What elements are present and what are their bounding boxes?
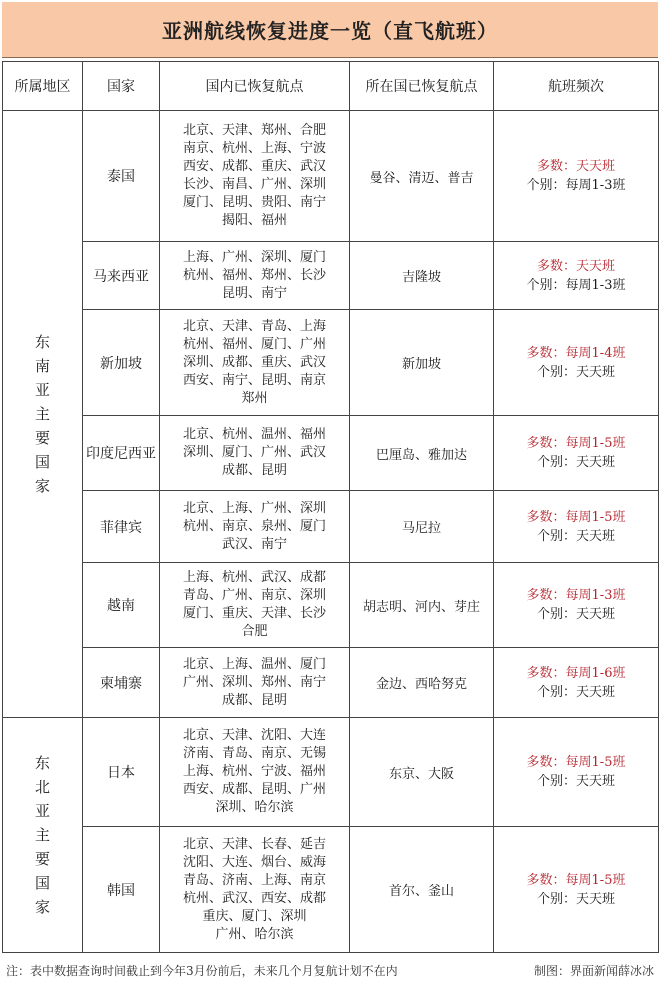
table-row (3, 416, 659, 491)
domestic-cities-line: 沈阳、大连、烟台、威海 (182, 854, 326, 870)
frequency-cell (494, 491, 659, 563)
region-char: 国 (34, 453, 50, 471)
domestic-cities-line: 上海、杭州、宁波、福州 (182, 764, 326, 779)
frequency-majority: 多数：每周1-5班 (526, 755, 626, 770)
domestic-cities-cell (160, 310, 350, 416)
abroad-cities-cell: 东京、大阪 (350, 718, 494, 827)
region-char: 东 (34, 754, 50, 772)
header-frequency: 航班频次 (494, 62, 659, 111)
frequency-majority: 多数：每周1-4班 (526, 345, 626, 361)
domestic-cities-cell (160, 111, 350, 242)
frequency-majority: 多数：每周1-6班 (526, 665, 626, 681)
country-cell: 越南 (83, 563, 160, 648)
domestic-cities-line: 成都、昆明 (221, 692, 287, 708)
domestic-cities-line: 武汉、南宁 (221, 536, 287, 552)
table-header-row (3, 62, 659, 111)
domestic-cities-line: 青岛、广州、南京、深圳 (182, 588, 326, 603)
domestic-cities-line: 济南、青岛、南京、无锡 (182, 746, 326, 761)
footer-note: 注：表中数据查询时间截止到今年3月份前后，未来几个月复航计划不在内 (6, 963, 398, 978)
abroad-cities-cell: 新加坡 (350, 310, 494, 416)
frequency-minority: 个别：天天班 (536, 455, 615, 470)
domestic-cities-cell (160, 242, 350, 310)
frequency-cell (494, 242, 659, 310)
country-cell: 菲律宾 (83, 491, 160, 563)
domestic-cities-cell (160, 827, 350, 953)
domestic-cities-line: 北京、天津、沈阳、大连 (182, 728, 326, 743)
region-cell (3, 111, 83, 718)
frequency-cell (494, 648, 659, 718)
abroad-cities-cell: 吉隆坡 (350, 242, 494, 310)
frequency-minority: 个别：每周1-3班 (526, 277, 626, 293)
frequency-majority: 多数：天天班 (536, 159, 615, 174)
frequency-minority: 个别：天天班 (536, 774, 615, 789)
abroad-cities-cell: 曼谷、清迈、普吉 (350, 111, 494, 242)
region-char: 国 (34, 874, 50, 892)
domestic-cities-cell (160, 491, 350, 563)
country-cell: 日本 (83, 718, 160, 827)
domestic-cities-line: 厦门、重庆、天津、长沙 (182, 606, 326, 621)
frequency-minority: 个别：天天班 (536, 528, 615, 544)
frequency-minority: 个别：天天班 (536, 364, 615, 380)
footer-credit: 制图：界面新闻薛冰冰 (533, 963, 654, 978)
domestic-cities-line: 广州、深圳、郑州、南宁 (182, 674, 326, 690)
domestic-cities-line: 厦门、昆明、贵阳、南宁 (182, 195, 326, 210)
domestic-cities-line: 长沙、南昌、广州、深圳 (182, 177, 326, 192)
frequency-cell (494, 718, 659, 827)
domestic-cities-line: 南京、杭州、上海、宁波 (182, 141, 326, 156)
domestic-cities-line: 上海、杭州、武汉、成都 (182, 570, 326, 585)
country-cell: 韩国 (83, 827, 160, 953)
domestic-cities-line: 成都、昆明 (221, 463, 287, 478)
table-row (3, 310, 659, 416)
domestic-cities-line: 合肥 (241, 624, 268, 639)
domestic-cities-cell (160, 416, 350, 491)
region-char: 要 (34, 429, 50, 447)
frequency-majority: 多数：每周1-5班 (526, 509, 626, 525)
domestic-cities-cell (160, 563, 350, 648)
frequency-minority: 个别：天天班 (536, 607, 615, 622)
header-domestic: 国内已恢复航点 (160, 62, 350, 111)
domestic-cities-line: 西安、南宁、昆明、南京 (182, 372, 326, 388)
domestic-cities-line: 杭州、福州、郑州、长沙 (182, 267, 326, 283)
header-region: 所属地区 (3, 62, 83, 111)
abroad-cities-cell: 巴厘岛、雅加达 (350, 416, 494, 491)
domestic-cities-line: 北京、天津、青岛、上海 (182, 318, 326, 334)
region-char: 主 (34, 405, 50, 423)
domestic-cities-line: 郑州 (241, 390, 268, 406)
domestic-cities-line: 北京、上海、温州、厦门 (182, 656, 326, 672)
abroad-cities-cell: 首尔、釜山 (350, 827, 494, 953)
frequency-cell (494, 111, 659, 242)
footer (2, 958, 658, 982)
abroad-cities-cell: 胡志明、河内、芽庄 (350, 563, 494, 648)
domestic-cities-line: 深圳、厦门、广州、武汉 (182, 445, 326, 460)
region-char: 亚 (34, 802, 50, 820)
frequency-majority: 多数：每周1-5班 (526, 436, 626, 451)
domestic-cities-line: 揭阳、福州 (221, 213, 287, 228)
frequency-majority: 多数：每周1-3班 (526, 588, 626, 603)
domestic-cities-line: 北京、上海、广州、深圳 (182, 500, 326, 516)
frequency-cell (494, 310, 659, 416)
country-cell: 泰国 (83, 111, 160, 242)
table-body (3, 111, 659, 953)
header-country: 国家 (83, 62, 160, 111)
table-row (3, 491, 659, 563)
table-row (3, 648, 659, 718)
abroad-cities-cell: 马尼拉 (350, 491, 494, 563)
frequency-majority: 多数：天天班 (536, 258, 615, 274)
region-char: 家 (34, 898, 50, 916)
domestic-cities-line: 深圳、成都、重庆、武汉 (182, 354, 326, 370)
frequency-minority: 个别：天天班 (536, 891, 615, 907)
domestic-cities-line: 杭州、武汉、西安、成都 (182, 890, 326, 906)
country-cell: 新加坡 (83, 310, 160, 416)
domestic-cities-line: 上海、广州、深圳、厦门 (182, 249, 326, 265)
region-cell (3, 718, 83, 953)
table-row (3, 563, 659, 648)
header-abroad: 所在国已恢复航点 (350, 62, 494, 111)
abroad-cities-cell: 金边、西哈努克 (350, 648, 494, 718)
country-cell: 马来西亚 (83, 242, 160, 310)
frequency-cell (494, 827, 659, 953)
domestic-cities-line: 西安、成都、重庆、武汉 (182, 159, 326, 174)
table-row (3, 242, 659, 310)
country-cell: 印度尼西亚 (83, 416, 160, 491)
page-title: 亚洲航线恢复进度一览（直飞航班） (2, 2, 658, 58)
domestic-cities-line: 北京、天津、长春、延吉 (182, 836, 326, 852)
domestic-cities-line: 北京、杭州、温州、福州 (182, 427, 326, 442)
region-char: 北 (34, 778, 50, 796)
flight-routes-table (2, 61, 659, 953)
domestic-cities-line: 昆明、南宁 (221, 285, 287, 301)
region-char: 东 (34, 333, 50, 351)
region-char: 南 (34, 357, 50, 375)
frequency-cell (494, 416, 659, 491)
frequency-minority: 个别：每周1-3班 (526, 178, 626, 193)
domestic-cities-line: 北京、天津、郑州、合肥 (182, 123, 326, 138)
table-row (3, 111, 659, 242)
region-char: 主 (34, 826, 50, 844)
domestic-cities-cell (160, 648, 350, 718)
region-char: 亚 (34, 381, 50, 399)
region-char: 要 (34, 850, 50, 868)
domestic-cities-line: 重庆、厦门、深圳 (202, 908, 307, 924)
domestic-cities-line: 西安、成都、昆明、广州 (182, 782, 326, 797)
domestic-cities-line: 深圳、哈尔滨 (215, 800, 294, 815)
domestic-cities-cell (160, 718, 350, 827)
frequency-minority: 个别：天天班 (536, 684, 615, 700)
table-row (3, 827, 659, 953)
table-row (3, 718, 659, 827)
domestic-cities-line: 青岛、济南、上海、南京 (182, 872, 326, 888)
region-char: 家 (34, 477, 50, 495)
domestic-cities-line: 杭州、福州、厦门、广州 (182, 336, 326, 352)
domestic-cities-line: 杭州、南京、泉州、厦门 (182, 518, 326, 534)
frequency-majority: 多数：每周1-5班 (526, 872, 626, 888)
frequency-cell (494, 563, 659, 648)
domestic-cities-line: 广州、哈尔滨 (215, 926, 294, 942)
country-cell: 柬埔寨 (83, 648, 160, 718)
